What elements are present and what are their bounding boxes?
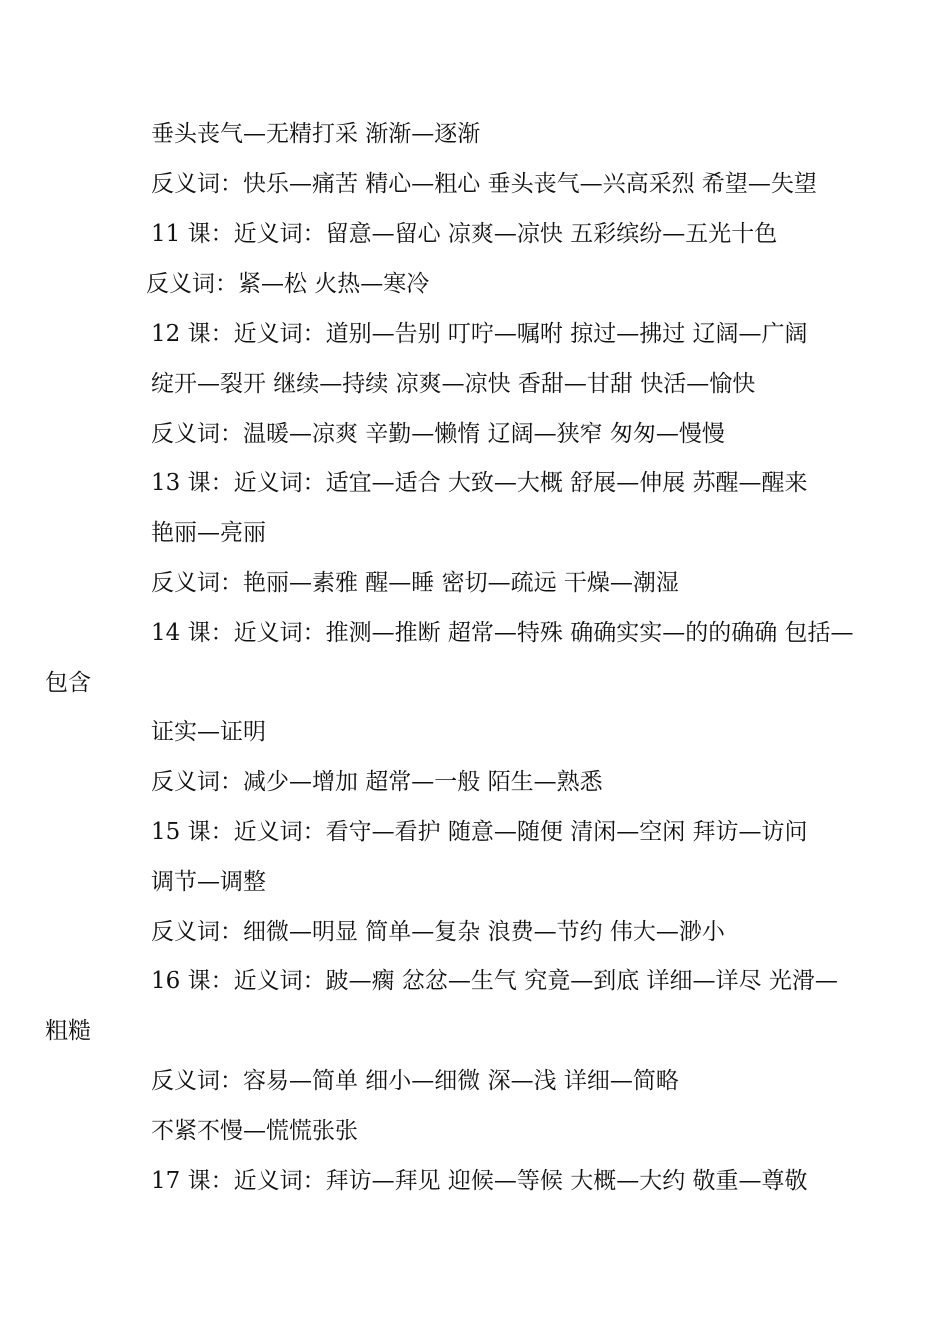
text-line: 15 课：近义词：看守—看护 随意—随便 清闲—空闲 拜访—访问 xyxy=(151,819,808,845)
text-line: 13 课：近义词：适宜—适合 大致—大概 舒展—伸展 苏醒—醒来 xyxy=(151,470,808,496)
text-line: 反义词：艳丽—素雅 醒—睡 密切—疏远 干燥—潮湿 xyxy=(151,570,679,596)
text-line: 垂头丧气—无精打采 渐渐—逐渐 xyxy=(151,121,481,147)
text-line: 包含 xyxy=(45,670,91,696)
text-line: 粗糙 xyxy=(45,1018,91,1044)
text-line: 不紧不慢—慌慌张张 xyxy=(151,1118,358,1144)
text-line: 反义词：减少—增加 超常—一般 陌生—熟悉 xyxy=(151,769,603,795)
text-line: 12 课：近义词：道别—告别 叮咛—嘱咐 掠过—拂过 辽阔—广阔 xyxy=(151,321,808,347)
text-line: 反义词：温暖—凉爽 辛勤—懒惰 辽阔—狭窄 匆匆—慢慢 xyxy=(151,421,725,447)
text-line: 调节—调整 xyxy=(151,869,266,895)
text-line: 艳丽—亮丽 xyxy=(151,520,266,546)
text-line: 反义词：紧—松 火热—寒冷 xyxy=(146,271,430,297)
text-line: 17 课：近义词：拜访—拜见 迎候—等候 大概—大约 敬重—尊敬 xyxy=(151,1168,808,1194)
text-line: 反义词：细微—明显 简单—复杂 浪费—节约 伟大—渺小 xyxy=(151,919,725,945)
text-line: 16 课：近义词：跛—瘸 忿忿—生气 究竟—到底 详细—详尽 光滑— xyxy=(151,968,838,994)
text-line: 绽开—裂开 继续—持续 凉爽—凉快 香甜—甘甜 快活—愉快 xyxy=(151,371,756,397)
text-line: 证实—证明 xyxy=(151,719,266,745)
text-line: 14 课：近义词：推测—推断 超常—特殊 确确实实—的的确确 包括— xyxy=(151,620,854,646)
text-line: 反义词：快乐—痛苦 精心—粗心 垂头丧气—兴高采烈 希望—失望 xyxy=(151,171,817,197)
text-line: 反义词：容易—简单 细小—细微 深—浅 详细—简略 xyxy=(151,1068,679,1094)
text-line: 11 课：近义词：留意—留心 凉爽—凉快 五彩缤纷—五光十色 xyxy=(151,221,778,247)
